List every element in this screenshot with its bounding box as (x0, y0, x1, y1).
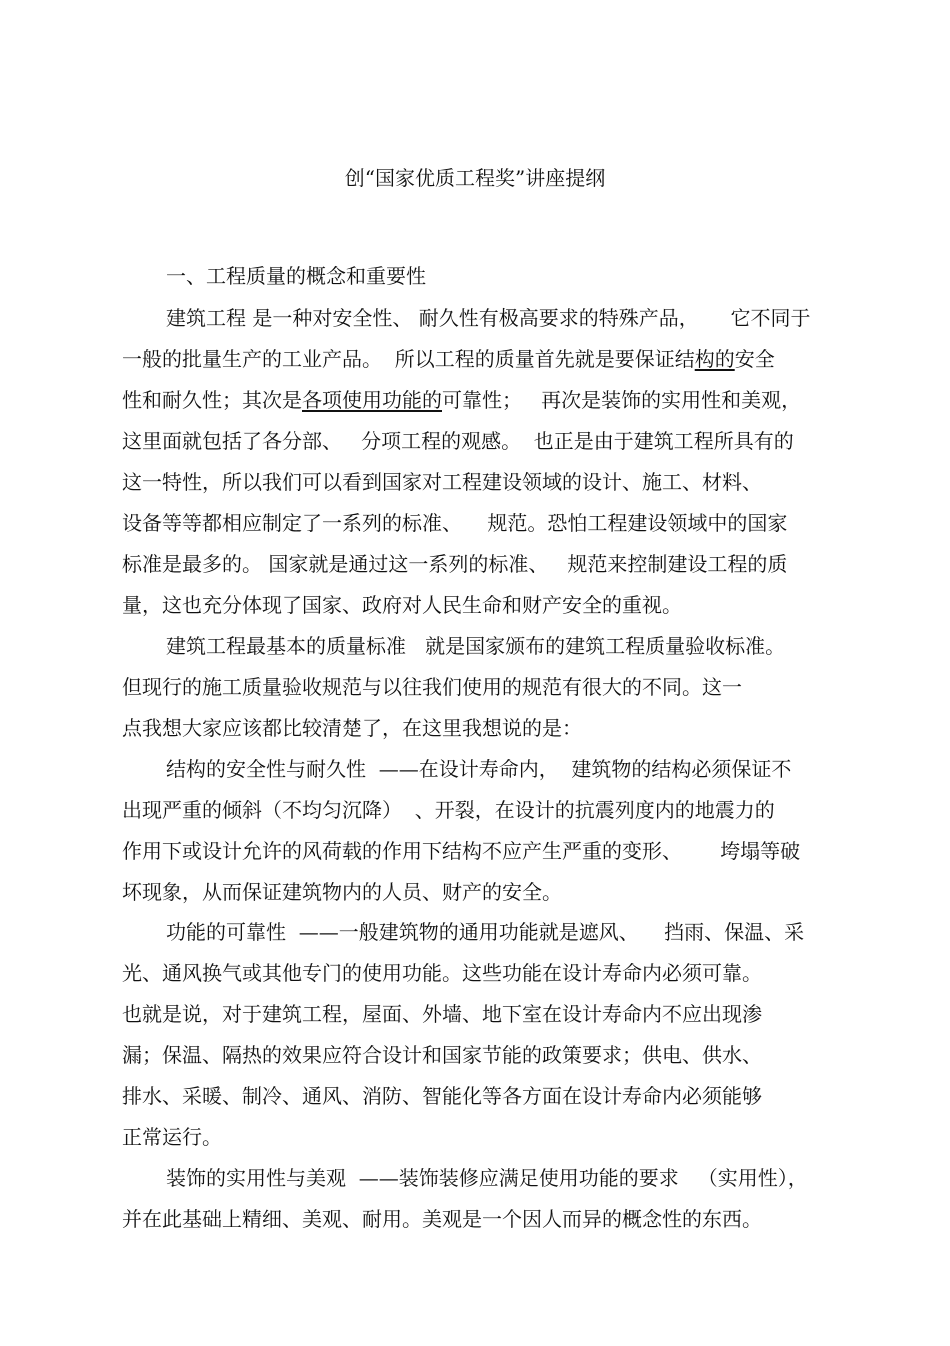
paragraph-line (166, 918, 804, 946)
paragraph-line (122, 878, 562, 906)
line-text: 建筑工程最基本的质量标准 就是国家颁布的建筑工程质量验收标准。 (166, 634, 786, 658)
paragraph-line (122, 673, 742, 701)
underlined-text: 各项使用功能的 (302, 388, 442, 412)
line-text: 正常运行。 (122, 1125, 222, 1149)
paragraph-line (166, 632, 785, 660)
line-text: 漏；保温、隔热的效果应符合设计和国家节能的政策要求；供电、供水、 (122, 1043, 762, 1067)
paragraph-line (122, 427, 794, 455)
line-text: 光、通风换气或其他专门的使用功能。这些功能在设计寿命内必须可靠。 (122, 961, 762, 985)
paragraph-line (122, 837, 800, 865)
paragraph-line (122, 550, 787, 578)
line-text-tail: 安全 (734, 347, 775, 371)
line-text: 出现严重的倾斜（不均匀沉降） 、开裂，在设计的抗震列度内的地震力的 (122, 798, 775, 822)
line-text: 功能的可靠性 ——一般建筑物的通用功能就是遮风、 挡雨、保温、采 (166, 920, 805, 944)
line-text: 也就是说，对于建筑工程，屋面、外墙、地下室在设计寿命内不应出现渗 (122, 1002, 762, 1026)
line-text: 建筑工程 是一种对安全性、 耐久性有极高要求的特殊产品， 它不同于 (166, 306, 811, 330)
line-text: 这一特性，所以我们可以看到国家对工程建设领域的设计、施工、材料、 (122, 470, 762, 494)
line-text-tail: 可靠性； 再次是装饰的实用性和美观， (442, 388, 802, 412)
paragraph-line (122, 386, 801, 414)
document-title: 创“国家优质工程奖”讲座提纲 (344, 166, 606, 190)
paragraph-line (122, 959, 762, 987)
paragraph-line (122, 1123, 222, 1151)
line-text: 但现行的施工质量验收规范与以往我们使用的规范有很大的不同。这一 (122, 675, 742, 699)
line-text: 并在此基础上精细、美观、耐用。美观是一个因人而异的概念性的东西。 (122, 1207, 762, 1231)
paragraph-line (122, 1000, 762, 1028)
section-heading: 一、工程质量的概念和重要性 (166, 264, 426, 288)
paragraph-line (166, 755, 791, 783)
paragraph-line (122, 1082, 762, 1110)
line-text: 一般的批量生产的工业产品。 所以工程的质量首先就是要保证结 (122, 347, 695, 371)
paragraph-line (122, 796, 775, 824)
paragraph-line (122, 509, 787, 537)
paragraph-line (122, 345, 775, 373)
line-text: 标准是最多的。 国家就是通过这一系列的标准、 规范来控制建设工程的质 (122, 552, 788, 576)
line-text: 点我想大家应该都比较清楚了，在这里我想说的是： (122, 716, 582, 740)
line-text: 作用下或设计允许的风荷载的作用下结构不应产生严重的变形、 垮塌等破 (122, 839, 801, 863)
line-text: 坏现象，从而保证建筑物内的人员、财产的安全。 (122, 880, 562, 904)
line-text: 结构的安全性与耐久性 ——在设计寿命内， 建筑物的结构必须保证不 (166, 757, 792, 781)
line-text: 设备等等都相应制定了一系列的标准、 规范。恐怕工程建设领域中的国家 (122, 511, 788, 535)
line-text: 性和耐久性；其次是 (122, 388, 302, 412)
line-text: 排水、采暖、制冷、通风、消防、智能化等各方面在设计寿命内必须能够 (122, 1084, 762, 1108)
paragraph-line (122, 1205, 762, 1233)
paragraph-line (122, 468, 762, 496)
line-text: 量，这也充分体现了国家、政府对人民生命和财产安全的重视。 (122, 593, 682, 617)
paragraph-line (122, 1041, 762, 1069)
paragraph-line (122, 714, 582, 742)
underlined-text: 构的 (694, 347, 735, 371)
line-text: 装饰的实用性与美观 ——装饰装修应满足使用功能的要求 （实用性）， (166, 1166, 808, 1190)
paragraph-line (166, 1164, 808, 1192)
paragraph-line (166, 304, 811, 332)
line-text: 这里面就包括了各分部、 分项工程的观感。 也正是由于建筑工程所具有的 (122, 429, 794, 453)
paragraph-line (122, 591, 682, 619)
